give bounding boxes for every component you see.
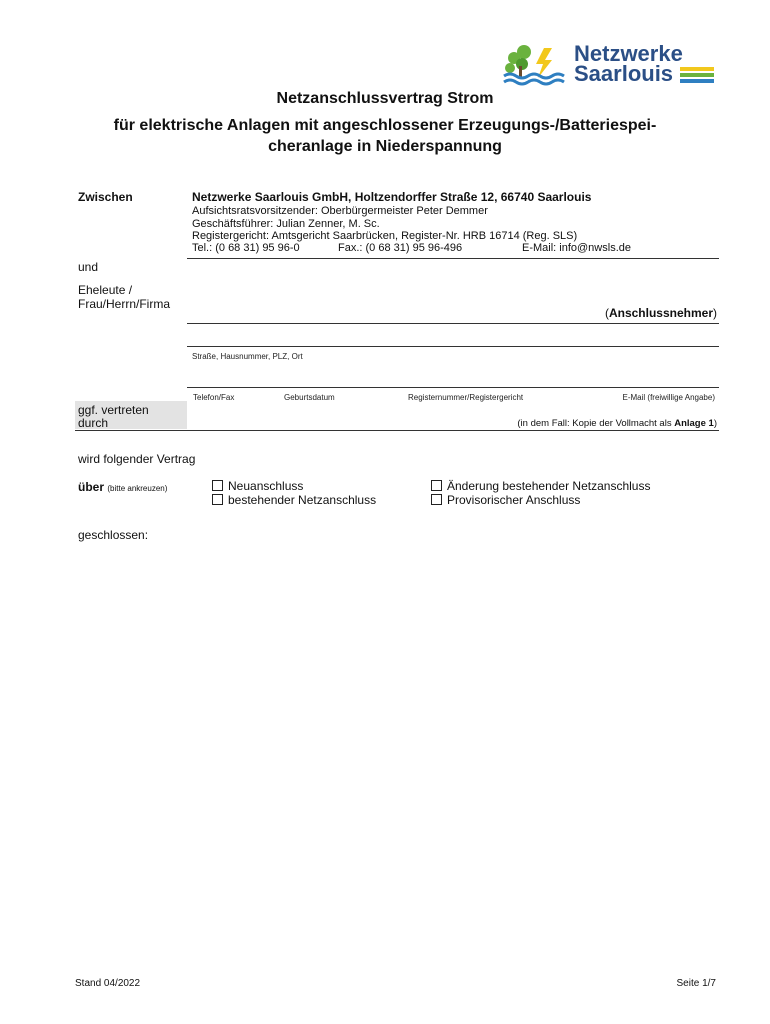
option-provisional-connection[interactable] [431,493,580,507]
party-label-line-2: Frau/Herrn/Firma [78,297,171,311]
power-note-prefix: (in dem Fall: Kopie der Vollmacht als [517,418,675,429]
option-existing-connection[interactable] [212,493,376,507]
company-board: Aufsichtsratsvorsitzender: Oberbürgermeister Peter Demmer [192,205,488,217]
party-label-line-1: Eheleute / [78,283,133,297]
divider-representative [75,430,719,431]
document-subtitle-line-2: cheranlage in Niederspannung [268,138,502,155]
contract-intro: wird folgender Vertrag [78,452,196,466]
logo-line-2: Saarlouis [574,61,674,86]
footer-page-number: Seite 1/7 [676,978,716,989]
document-title: Netzanschlussvertrag Strom [276,90,494,107]
company-name: Netzwerke Saarlouis GmbH, Holtzendorffer Straße 12, 66740 Saarlouis [192,190,592,204]
option-change-connection[interactable] [431,479,650,493]
footer-stand: Stand 04/2022 [75,978,141,989]
email-caption: E-Mail (freiwillige Angabe) [622,393,715,402]
about-word: über [78,480,105,494]
company-manager: Geschäftsführer: Julian Zenner, M. Sc. [192,218,380,230]
power-of-attorney-note [517,418,717,429]
checkbox-icon[interactable] [212,480,223,491]
about-label [78,480,167,494]
between-label: Zwischen [78,190,133,204]
logo-line-1: Netzwerke [574,41,683,66]
represented-label-line-1: ggf. vertreten [78,403,149,417]
address-caption: Straße, Hausnummer, PLZ, Ort [192,352,303,361]
logo-stripe-blue [680,79,714,83]
customer-role-label [605,306,717,320]
company-logo [500,40,720,88]
customer-role-paren-close: ) [713,306,717,320]
power-note-suffix: ) [713,418,717,429]
contact-field[interactable] [187,366,719,387]
address-field[interactable] [187,325,719,346]
power-note-attachment: Anlage 1 [674,418,714,429]
and-label: und [78,260,99,274]
checkbox-icon[interactable] [212,494,223,505]
checkbox-icon[interactable] [431,480,442,491]
document-subtitle-line-1: für elektrische Anlagen mit angeschlossener Erzeugungs-/Batteriespei- [113,117,657,134]
birthdate-caption: Geburtsdatum [284,393,335,402]
company-email: E-Mail: info@nwsls.de [522,242,631,254]
option-change-connection-label: Änderung bestehender Netzanschluss [447,479,651,493]
concluded-label: geschlossen: [78,528,149,542]
company-fax: Fax.: (0 68 31) 95 96-496 [338,242,463,254]
logo-graphic-icon [500,40,578,88]
represented-label-line-2: durch [78,416,109,430]
option-new-connection-label: Neuanschluss [228,479,304,493]
option-new-connection[interactable] [212,479,303,493]
company-phone: Tel.: (0 68 31) 95 96-0 [192,242,300,254]
checkbox-icon[interactable] [431,494,442,505]
divider-company [187,258,719,259]
divider-customer [187,323,719,324]
about-hint: (bitte ankreuzen) [107,484,168,493]
customer-role: Anschlussnehmer [608,306,713,320]
option-provisional-connection-label: Provisorischer Anschluss [447,493,581,507]
logo-stripe-green [680,73,714,77]
register-caption: Registernummer/Registergericht [408,393,524,402]
logo-stripe-yellow [680,67,714,71]
phone-caption: Telefon/Fax [193,393,235,402]
contact-field-line [187,387,719,388]
address-field-line [187,346,719,347]
company-register: Registergericht: Amtsgericht Saarbrücken, Register-Nr. HRB 16714 (Reg. SLS) [192,230,578,242]
option-existing-connection-label: bestehender Netzanschluss [228,493,377,507]
customer-role-paren-open: ( [604,306,609,320]
